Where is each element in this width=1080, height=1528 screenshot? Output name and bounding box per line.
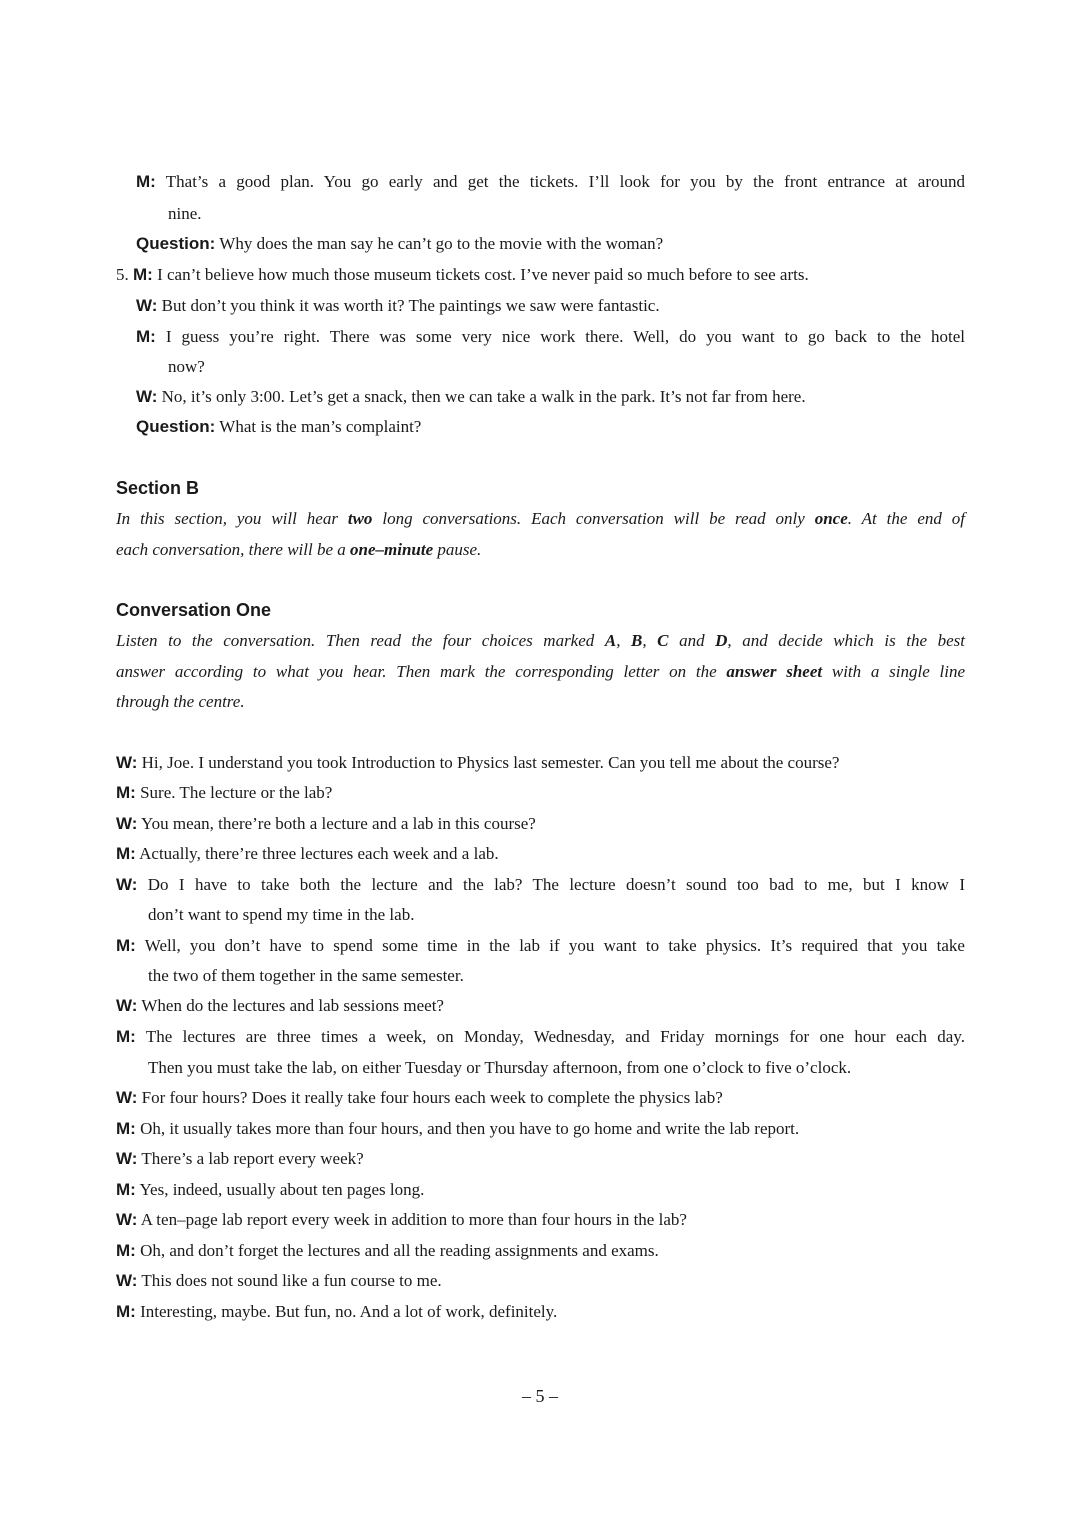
dialogue-line-continuation: [148, 966, 464, 986]
speaker-label: M:: [116, 1302, 136, 1321]
speaker-label: M:: [116, 1119, 136, 1138]
speaker-label: M:: [116, 1180, 136, 1199]
speaker-label: M:: [116, 844, 136, 863]
conversation-instruction: [116, 631, 965, 651]
dialogue-text: Well, you don’t have to spend some time in the lab if you want to take physics. It’s required that you take: [144, 936, 965, 955]
instruction-emphasis: once: [814, 509, 848, 528]
dialogue-line-continuation: [168, 357, 205, 377]
dialogue-line: [136, 296, 660, 316]
instruction-emphasis: D: [715, 631, 728, 650]
question-label: Question:: [136, 234, 216, 253]
dialogue-text: I guess you’re right. There was some very nice work there. Well, do you want to go back to the hotel: [165, 327, 965, 346]
instruction-text: ,: [642, 631, 658, 650]
question-text: Why does the man say he can’t go to the movie with the woman?: [219, 234, 664, 253]
speaker-label: W:: [116, 996, 138, 1015]
dialogue-line: [136, 327, 965, 347]
speaker-label: W:: [116, 814, 138, 833]
dialogue-text: nine.: [168, 204, 202, 223]
speaker-label: M:: [116, 936, 136, 955]
dialogue-text: I can’t believe how much those museum tickets cost. I’ve never paid so much before to see arts.: [157, 265, 809, 284]
page-number: – 5 –: [522, 1386, 558, 1406]
instruction-text: In this section, you will hear: [116, 509, 348, 528]
dialogue-line: [136, 172, 965, 192]
speaker-label: M:: [133, 265, 153, 284]
section-instruction: [116, 509, 965, 529]
dialogue-text: Interesting, maybe. But fun, no. And a lot of work, definitely.: [140, 1302, 558, 1321]
dialogue-line: [116, 1180, 424, 1200]
dialogue-line: [116, 1271, 442, 1291]
dialogue-line: [136, 387, 806, 407]
dialogue-text: Yes, indeed, usually about ten pages long.: [139, 1180, 425, 1199]
question-line: [136, 417, 421, 437]
section-instruction: [116, 540, 481, 560]
dialogue-line: [116, 1088, 723, 1108]
instruction-emphasis: two: [347, 509, 373, 528]
dialogue-text: There’s a lab report every week?: [141, 1149, 364, 1168]
dialogue-text: the two of them together in the same semester.: [148, 966, 464, 985]
instruction-emphasis: B: [631, 631, 643, 650]
item-number: 5.: [116, 265, 129, 284]
dialogue-text: You mean, there’re both a lecture and a lab in this course?: [141, 814, 536, 833]
dialogue-line: [116, 265, 809, 285]
dialogue-text: Hi, Joe. I understand you took Introduction to Physics last semester. Can you tell me about the course?: [141, 753, 840, 772]
section-heading: Section B: [116, 478, 200, 498]
dialogue-line: [116, 753, 839, 773]
dialogue-text: Sure. The lecture or the lab?: [140, 783, 333, 802]
dialogue-text: don’t want to spend my time in the lab.: [148, 905, 415, 924]
instruction-text: and: [668, 631, 716, 650]
speaker-label: W:: [136, 387, 158, 406]
dialogue-line: [116, 1119, 799, 1139]
conversation-instruction: [116, 692, 245, 712]
dialogue-text: For four hours? Does it really take four hours each week to complete the physics lab?: [141, 1088, 723, 1107]
instruction-text: . At the end of: [847, 509, 966, 528]
speaker-label: W:: [116, 1088, 138, 1107]
dialogue-line: [116, 996, 444, 1016]
question-line: [136, 234, 663, 254]
instruction-text: pause.: [433, 540, 482, 559]
dialogue-text: A ten–page lab report every week in addition to more than four hours in the lab?: [140, 1210, 687, 1229]
dialogue-text: Do I have to take both the lecture and the lab? The lecture doesn’t sound too bad to me, but I know I: [147, 875, 965, 894]
speaker-label: W:: [116, 1210, 138, 1229]
dialogue-line: [116, 814, 536, 834]
dialogue-text: Actually, there’re three lectures each week and a lab.: [139, 844, 499, 863]
dialogue-text: Oh, it usually takes more than four hours, and then you have to go home and write the lab report.: [140, 1119, 800, 1138]
instruction-emphasis: one–minute: [350, 540, 434, 559]
dialogue-line-continuation: [148, 1058, 851, 1078]
instruction-text: Listen to the conversation. Then read the four choices marked: [116, 631, 605, 650]
dialogue-text: Oh, and don’t forget the lectures and all the reading assignments and exams.: [140, 1241, 659, 1260]
speaker-label: W:: [116, 1271, 138, 1290]
instruction-text: answer according to what you hear. Then mark the corresponding letter on the: [116, 662, 727, 681]
instruction-text: with a single line: [822, 662, 966, 681]
speaker-label: W:: [116, 875, 138, 894]
dialogue-text: This does not sound like a fun course to me.: [141, 1271, 442, 1290]
instruction-text: long conversations. Each conversation will be read only: [372, 509, 815, 528]
instruction-text: through the centre.: [116, 692, 245, 711]
dialogue-text: No, it’s only 3:00. Let’s get a snack, then we can take a walk in the park. It’s not far from here.: [161, 387, 806, 406]
dialogue-line: [116, 1241, 659, 1261]
dialogue-line: [116, 1302, 557, 1322]
instruction-emphasis: A: [604, 631, 617, 650]
speaker-label: M:: [116, 1241, 136, 1260]
dialogue-text: That’s a good plan. You go early and get the tickets. I’ll look for you by the front entrance at around: [165, 172, 965, 191]
speaker-label: W:: [136, 296, 158, 315]
dialogue-line: [116, 875, 965, 895]
dialogue-line: [116, 1210, 687, 1230]
dialogue-line: [116, 1027, 965, 1047]
speaker-label: M:: [136, 172, 156, 191]
dialogue-line-continuation: [168, 204, 202, 224]
dialogue-line: [116, 1149, 364, 1169]
question-text: What is the man’s complaint?: [219, 417, 422, 436]
conversation-heading: Conversation One: [116, 600, 272, 620]
instruction-text: ,: [616, 631, 631, 650]
speaker-label: M:: [116, 783, 136, 802]
dialogue-text: When do the lectures and lab sessions meet?: [141, 996, 444, 1015]
instruction-emphasis: answer sheet: [726, 662, 823, 681]
dialogue-line-continuation: [148, 905, 414, 925]
dialogue-text: Then you must take the lab, on either Tuesday or Thursday afternoon, from one o’clock to five o’clock.: [148, 1058, 852, 1077]
instruction-text: each conversation, there will be a: [116, 540, 351, 559]
speaker-label: M:: [136, 327, 156, 346]
speaker-label: M:: [116, 1027, 136, 1046]
dialogue-text: But don’t you think it was worth it? The paintings we saw were fantastic.: [161, 296, 660, 315]
dialogue-text: The lectures are three times a week, on Monday, Wednesday, and Friday mornings for one hour each day.: [145, 1027, 965, 1046]
dialogue-text: now?: [168, 357, 205, 376]
speaker-label: W:: [116, 1149, 138, 1168]
dialogue-line: [116, 936, 965, 956]
speaker-label: W:: [116, 753, 138, 772]
dialogue-line: [116, 783, 332, 803]
instruction-text: , and decide which is the best: [727, 631, 965, 650]
dialogue-line: [116, 844, 499, 864]
instruction-emphasis: C: [657, 631, 669, 650]
question-label: Question:: [136, 417, 216, 436]
conversation-instruction: [116, 662, 965, 682]
